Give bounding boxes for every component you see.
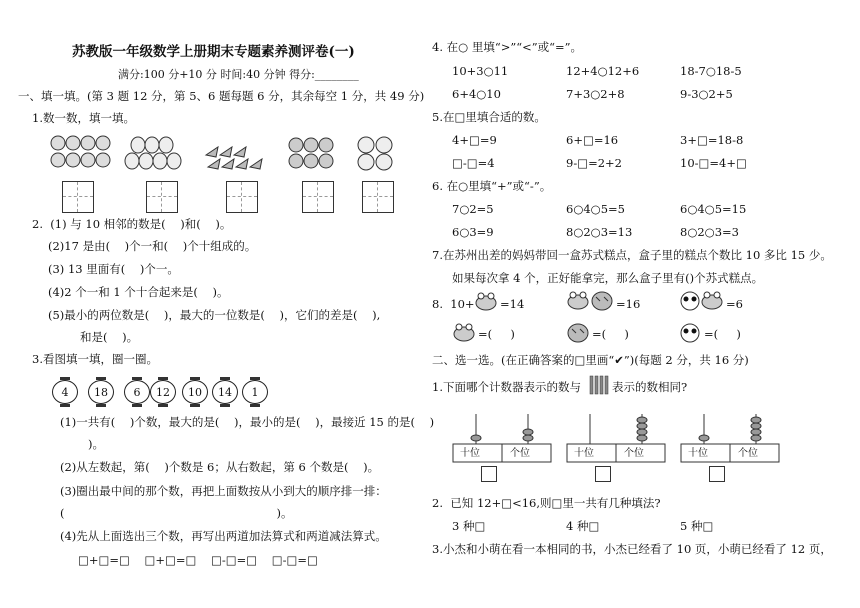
page-title: 苏教版一年级数学上册期末专题素养测评卷(一) xyxy=(72,44,355,60)
abacus-b-ones-label: 个位 xyxy=(624,448,644,459)
q8-r1-a: =14 xyxy=(500,297,525,311)
q6-r1c1: 7○2=5 xyxy=(452,202,494,216)
q5-r2c2: 9-□=2+2 xyxy=(566,156,622,170)
q8-r2-c: =( ) xyxy=(704,327,741,341)
q3-4-equations: □+□=□ □+□=□ □-□=□ □-□=□ xyxy=(78,553,318,567)
abacus-c-checkbox[interactable] xyxy=(709,466,725,482)
answer-box-4[interactable] xyxy=(302,181,334,213)
lantern-5: 10 xyxy=(182,380,208,404)
q4-r2c3: 9-3○2+5 xyxy=(680,87,733,101)
abacus-a-ones-label: 个位 xyxy=(510,448,530,459)
q4-r1c2: 12+4○12+6 xyxy=(566,64,640,78)
abacus-c xyxy=(680,410,780,470)
score-line: 满分:100 分+10 分 时间:40 分钟 得分:________ xyxy=(118,68,359,81)
q4-title: 4. 在○ 里填“>”“<”或“=”。 xyxy=(432,40,582,54)
abacus-b-checkbox[interactable] xyxy=(595,466,611,482)
s2-q2-opt-c[interactable]: 5 种□ xyxy=(680,519,714,533)
q2-2: (2)17 是由( )个一和( )个十组成的。 xyxy=(48,239,257,253)
answer-box-3[interactable] xyxy=(226,181,258,213)
q2-1: 2. (1) 与 10 相邻的数是( )和( )。 xyxy=(32,217,232,231)
answer-box-2[interactable] xyxy=(146,181,178,213)
q4-r2c1: 6+4○10 xyxy=(452,87,501,101)
q3-title: 3.看图填一填，圈一圈。 xyxy=(32,352,158,366)
q7-text: 7.在苏州出差的妈妈带回一盒苏式糕点，盒子里的糕点个数比 10 多比 15 少。 xyxy=(432,248,832,262)
q5-r1c2: 6+□=16 xyxy=(566,133,619,147)
q5-title: 5.在□里填合适的数。 xyxy=(432,110,546,124)
q7-text-b: 如果每次拿 4 个，正好能拿完，那么盒子里有()个苏式糕点。 xyxy=(452,271,764,285)
q3-1: (1)一共有( )个数，最大的是( )，最小的是( )，最接近 15 的是( ) xyxy=(60,415,435,429)
q6-r1c2: 6○4○5=5 xyxy=(566,202,625,216)
q4-r1c1: 10+3○11 xyxy=(452,64,509,78)
frog-tiger-icon xyxy=(566,287,614,313)
counting-sticks-icon xyxy=(588,374,610,396)
vegetable-group-1 xyxy=(51,136,110,167)
q8-r1-c: =6 xyxy=(726,297,743,311)
abacus-a xyxy=(452,410,552,470)
q3-4: (4)先从上面选出三个数，再写出两道加法算式和两道减法算式。 xyxy=(60,529,387,543)
s2-q2-opt-b[interactable]: 4 种□ xyxy=(566,519,600,533)
vegetable-group-4 xyxy=(289,138,333,168)
q6-r1c3: 6○4○5=15 xyxy=(680,202,747,216)
section2-title: 二、选一选。(在正确答案的□里画“✔”)(每题 2 分，共 16 分) xyxy=(432,353,749,367)
abacus-a-tens-label: 十位 xyxy=(460,448,480,459)
q8-r2-a: =( ) xyxy=(478,327,515,341)
q3-2: (2)从左数起，第( )个数是 6；从右数起，第 6 个数是( )。 xyxy=(60,460,380,474)
counting-pictures xyxy=(48,133,398,173)
q6-title: 6. 在○里填“+”或“-”。 xyxy=(432,179,552,193)
q3-3b: ( )。 xyxy=(60,506,293,520)
q2-5: (5)最小的两位数是( )，最大的一位数是( )，它们的差是( ), xyxy=(48,308,381,322)
q2-3: (3) 13 里面有( )个一。 xyxy=(48,262,179,276)
s2-q1: 1.下面哪个计数器表示的数与 xyxy=(432,380,581,394)
vegetable-group-5 xyxy=(358,137,392,170)
abacus-c-tens-label: 十位 xyxy=(688,448,708,459)
s2-q2: 2. 已知 12+□<16,则□里一共有几种填法? xyxy=(432,496,661,510)
vegetable-group-3 xyxy=(206,147,262,169)
tiger-icon xyxy=(566,320,590,344)
abacus-b-tens-label: 十位 xyxy=(574,448,594,459)
q8-r1-b: =16 xyxy=(616,297,641,311)
vegetable-group-2 xyxy=(125,137,181,169)
q5-r1c3: 3+□=18-8 xyxy=(680,133,744,147)
lantern-4: 12 xyxy=(150,380,176,404)
q3-3: (3)圈出最中间的那个数，再把上面数按从小到大的顺序排一排： xyxy=(60,484,387,498)
section1-title: 一、填一填。(第 3 题 12 分，第 5、6 题每题 6 分，其余每空 1 分，共 49 分) xyxy=(18,89,425,103)
abacus-c-ones-label: 个位 xyxy=(738,448,758,459)
answer-box-1[interactable] xyxy=(62,181,94,213)
q3-1b: )。 xyxy=(88,437,104,451)
s2-q3: 3.小杰和小萌在看一本相同的书，小杰已经看了 10 页，小萌已经看了 12 页， xyxy=(432,542,832,556)
lantern-1: 4 xyxy=(52,380,78,404)
abacus-a-checkbox[interactable] xyxy=(481,466,497,482)
answer-box-5[interactable] xyxy=(362,181,394,213)
panda-icon xyxy=(678,320,702,344)
q5-r2c3: 10-□=4+□ xyxy=(680,156,747,170)
q4-r2c2: 7+3○2+8 xyxy=(566,87,625,101)
q5-r2c1: □-□=4 xyxy=(452,156,495,170)
q6-r2c1: 6○3=9 xyxy=(452,225,494,239)
q6-r2c3: 8○2○3=3 xyxy=(680,225,739,239)
panda-frog-icon xyxy=(678,287,724,313)
lantern-7: 1 xyxy=(242,380,268,404)
frog-icon xyxy=(474,289,498,313)
q1-title: 1.数一数，填一填。 xyxy=(32,111,135,125)
q2-4: (4)2 个一和 1 个十合起来是( )。 xyxy=(48,285,229,299)
q8-r2-b: =( ) xyxy=(592,327,629,341)
s2-q2-opt-a[interactable]: 3 种□ xyxy=(452,519,486,533)
lantern-6: 14 xyxy=(212,380,238,404)
q5-r1c1: 4+□=9 xyxy=(452,133,497,147)
q6-r2c2: 8○2○3=13 xyxy=(566,225,633,239)
q2-5b: 和是( )。 xyxy=(80,330,139,344)
lantern-2: 18 xyxy=(88,380,114,404)
abacus-b xyxy=(566,410,666,470)
s2-q1b: 表示的数相同? xyxy=(612,380,688,394)
frog-icon-2 xyxy=(452,320,476,344)
q8-title: 8. 10+ xyxy=(432,297,475,311)
lantern-3: 6 xyxy=(124,380,150,404)
q4-r1c3: 18-7○18-5 xyxy=(680,64,742,78)
